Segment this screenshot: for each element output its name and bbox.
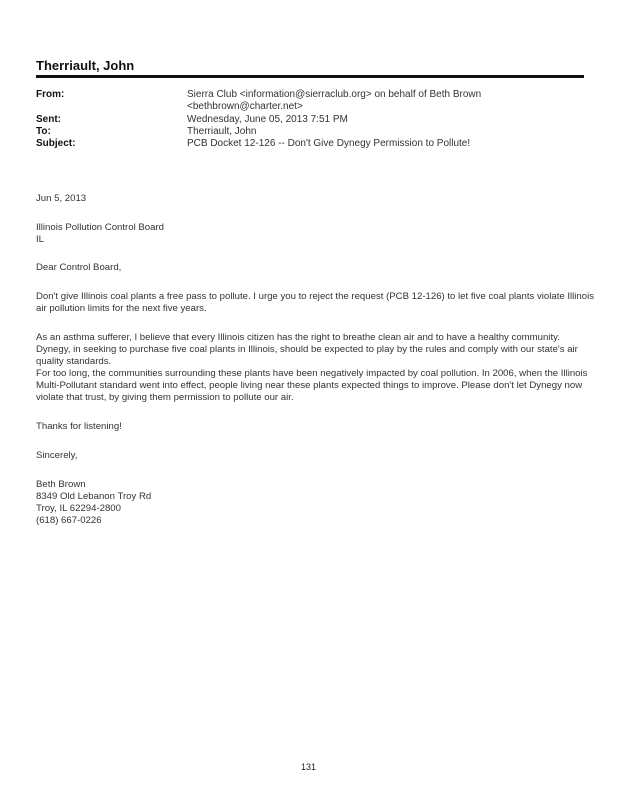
subject-value: PCB Docket 12-126 -- Don't Give Dynegy Permission to Pollute! [187,138,471,149]
paragraph-2a-text: As an asthma sufferer, I believe that every Illinois citizen has the right to breathe clean air and to have a healthy community. Dynegy, in seeking to purchase five coal plants in Illinois, should be expected to play by the rules and comply with our state's air quality standards. [36,332,578,367]
sent-value: Wednesday, June 05, 2013 7:51 PM [187,114,348,125]
subject-label: Subject: [36,138,76,149]
addressee-line1: Illinois Pollution Control Board [36,222,164,233]
header-divider [36,75,584,78]
paragraph-2 [36,332,596,404]
closing: Sincerely, [36,450,78,461]
page-number: 131 [301,762,317,772]
sent-label: Sent: [36,114,61,125]
from-value: Sierra Club <information@sierraclub.org> on behalf of Beth Brown [187,89,482,100]
signature-name: Beth Brown [36,479,86,490]
recipient-name-heading: Therriault, John [36,58,135,73]
signature-address-line1: 8349 Old Lebanon Troy Rd [36,491,152,502]
signature-phone: (618) 667-0226 [36,515,102,526]
to-value: Therriault, John [187,126,257,137]
to-label: To: [36,126,51,137]
thanks-line: Thanks for listening! [36,421,122,432]
paragraph-2b-text: For too long, the communities surrounding these plants have been negatively impacted by coal pollution. In 2006, when the Illinois Multi-Pollutant standard went into effect, people living near these plants expected things to improve. Please don't let Dynegy now violate that trust, by giving them permission to pollute our air. [36,368,588,403]
from-label: From: [36,89,65,100]
paragraph-1-text: Don't give Illinois coal plants a free pass to pollute. I urge you to reject the request (PCB 12-126) to let five coal plants violate Illinois air pollution limits for the next five years. [36,291,595,314]
paragraph-1 [36,291,596,315]
signature-address-line2: Troy, IL 62294-2800 [36,503,121,514]
salutation: Dear Control Board, [36,262,122,273]
from-value-email: <bethbrown@charter.net> [187,101,303,112]
addressee-line2: IL [36,234,45,245]
letter-date: Jun 5, 2013 [36,193,87,204]
